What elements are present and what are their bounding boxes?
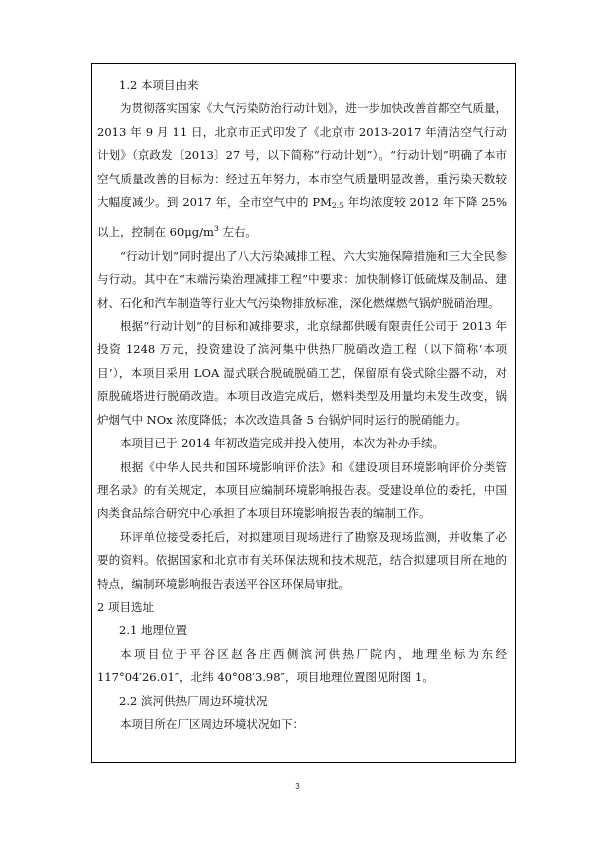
section-title-2-2: 2.2 滨河供热厂周边环境状况 xyxy=(119,693,268,708)
section-title-2-1: 2.1 地理位置 xyxy=(119,623,187,638)
section-title-1-2: 1.2 本项目由来 xyxy=(119,78,199,92)
pm-subscript: 2.5 xyxy=(331,201,344,211)
surroundings-paragraph: 本项目所在厂区周边环境状况如下： xyxy=(120,716,304,731)
paragraph-1-text-b: 年均浓度较 2012 年下降 25%以上，控制在 60μg/m xyxy=(97,195,508,240)
paragraph-1-text-a: 为贯彻落实国家《大气污染防治行动计划》，进一步加快改善首都空气质量，2013 年 9 月 11 日，北京市正式印发了《北京市 2013-2017 年清洁空气行动计划》（京政发〔2013〕27 号，以下简称“行动计划”）。“行动计划”明确了本市空气质量改善的目标为：经过五年努力，本市空气质量明显改善，重污染天数较大幅度减少。到 2017 年，全市空气中的 PM xyxy=(97,101,507,210)
page-number: 3 xyxy=(295,782,300,791)
paragraph-1 xyxy=(97,97,507,244)
paragraph-6: 环评单位接受委托后，对拟建项目现场进行了勘察及现场监测，并收集了必要的资料。依据国家和北京市有关环保法规和技术规范，结合拟建项目所在地的特点，编制环境影响报告表送平谷区环保局审批。 xyxy=(97,529,507,591)
paragraph-5: 根据《中华人民共和国环境影响评价法》和《建设项目环境影响评价分类管理名录》的有关规定，本项目应编制环境影响报告表。受建设单位的委托，中国肉类食品综合研究中心承担了本项目环境影响报告表的编制工作。 xyxy=(97,459,507,521)
location-paragraph: 本项目位于平谷区赵各庄西侧滨河供热厂院内，地理坐标为东经 117°04′26.01″，北纬 40°08′3.98″，项目地理位置图见附图 1。 xyxy=(97,646,507,685)
unit-superscript: 3 xyxy=(213,224,219,234)
paragraph-2: “行动计划”同时提出了八大污染减排工程、六大实施保障措施和三大全民参与行动。其中在“末端污染治理减排工程”中要求：加快制修订低硫煤及制品、建材、石化和汽车制造等行业大气污染物排放标准，深化燃煤燃气锅炉脱硝治理。 xyxy=(97,248,507,310)
paragraph-1-text-c: 左右。 xyxy=(218,225,257,240)
paragraph-3: 根据“行动计划”的目标和减排要求，北京绿都供暖有限责任公司于 2013 年投资 1248 万元，投资建设了滨河集中供热厂脱硝改造工程（以下简称‘本项目’），本项目采用 LOA 湿式联合脱硫脱硝工艺，保留原有袋式除尘器不动，对原脱硫塔进行脱硝改造。本项目改造完成后，燃料类型及用量均未发生改变，锅炉烟气中 NOx 浓度降低；本次改造具备 5 台锅炉同时运行的脱硝能力。 xyxy=(97,319,507,427)
section-title-2: 2 项目选址 xyxy=(97,599,154,614)
document-body xyxy=(97,74,507,736)
paragraph-4: 本项目已于 2014 年初改造完成并投入使用，本次为补办手续。 xyxy=(120,436,445,451)
